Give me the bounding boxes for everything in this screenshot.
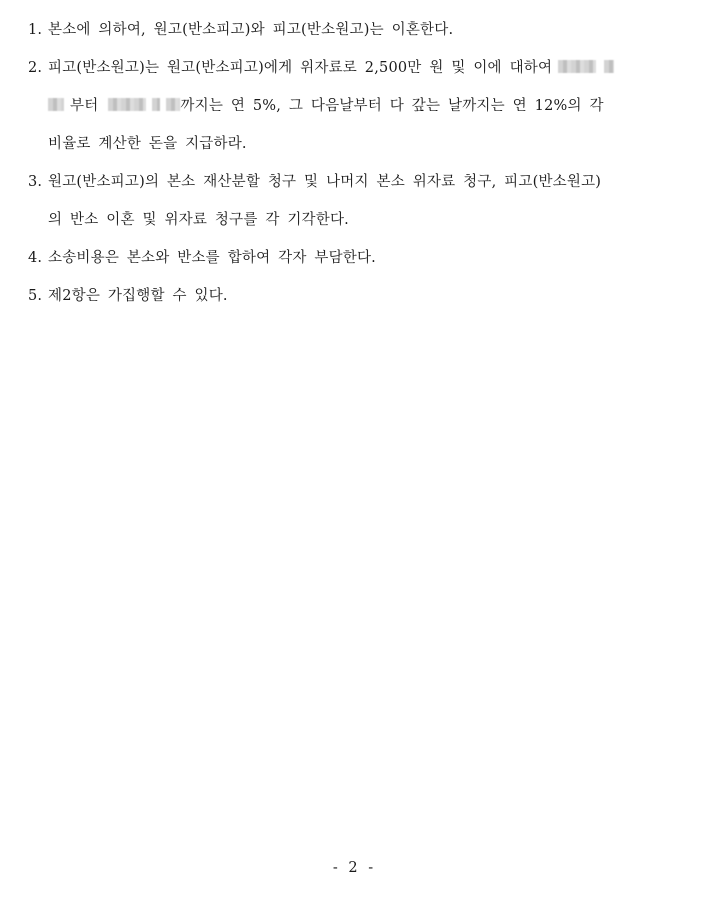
item-text: 본소에 의하여, 원고(반소피고)와 피고(반소원고)는 이혼한다. <box>48 22 454 38</box>
redacted-date-block <box>48 98 64 111</box>
item-number: 3. <box>28 174 43 190</box>
redacted-date-block <box>108 98 146 111</box>
item-text: 피고(반소원고)는 원고(반소피고)에게 위자료로 2,500만 원 및 이에 대하여 <box>48 60 553 76</box>
page-number: - 2 - <box>332 860 377 876</box>
item-text: 부터 <box>70 98 99 114</box>
order-item-3 <box>28 172 601 192</box>
item-number: 5. <box>28 288 43 304</box>
item-text: 제2항은 가집행할 수 있다. <box>48 288 228 304</box>
item-number: 2. <box>28 60 43 76</box>
redacted-date-block <box>558 60 596 73</box>
item-text: 비율로 계산한 돈을 지급하라. <box>48 136 247 152</box>
item-number: 1. <box>28 22 43 38</box>
order-item-4 <box>28 248 376 268</box>
item-text: 의 반소 이혼 및 위자료 청구를 각 기각한다. <box>48 212 349 228</box>
order-item-2-continuation <box>48 134 247 154</box>
order-item-2-continuation <box>48 96 604 116</box>
item-number: 4. <box>28 250 43 266</box>
order-item-5 <box>28 286 228 306</box>
order-item-3-continuation <box>48 210 349 230</box>
item-text: 소송비용은 본소와 반소를 합하여 각자 부담한다. <box>48 250 376 266</box>
redacted-date-block <box>166 98 180 111</box>
order-item-1 <box>28 20 453 40</box>
redacted-date-block <box>152 98 160 111</box>
redacted-date-block <box>604 60 614 73</box>
item-text: 까지는 연 5%, 그 다음날부터 다 갚는 날까지는 연 12%의 각 <box>180 98 604 114</box>
order-item-2 <box>28 58 614 78</box>
item-text: 원고(반소피고)의 본소 재산분할 청구 및 나머지 본소 위자료 청구, 피고(반소원고) <box>48 174 602 190</box>
